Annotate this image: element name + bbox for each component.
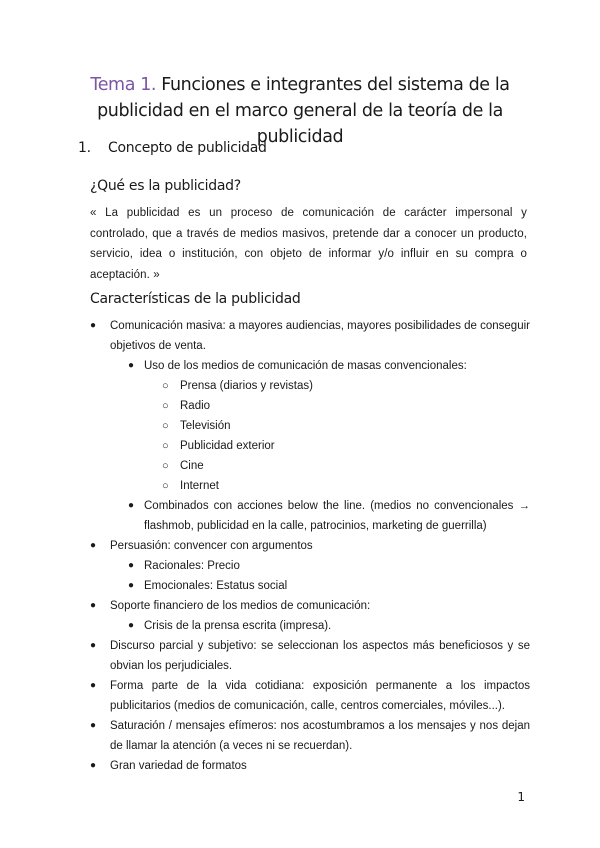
list-item [90,756,530,776]
item-text: Crisis de la prensa escrita (impresa). [144,620,332,632]
bullet-icon: ● [128,560,135,571]
item-term: Soporte financiero de los medios de comunicación [110,600,367,612]
item-term: Forma parte de la vida cotidiana [110,680,302,692]
circle-bullet-icon: ○ [162,400,169,412]
item-text: Internet [180,480,219,492]
circle-bullet-icon: ○ [162,480,169,492]
list-item [90,536,530,556]
section-title: Concepto de publicidad [108,140,267,156]
list-item [90,456,530,476]
item-text: Radio [180,400,211,412]
title-topic-number: Tema 1. [90,75,157,95]
list-item [90,556,530,576]
bullet-icon: ● [90,540,97,551]
subheading-caracteristicas: Características de la publicidad [90,291,301,307]
bullet-icon: ● [128,620,135,631]
list-item [90,676,530,716]
list-item [90,596,530,616]
list-item [90,716,530,756]
list-item [90,356,530,376]
bullet-icon: ● [90,720,97,731]
bullet-icon: ● [90,640,97,651]
item-term: Comunicación masiva [110,320,223,332]
list-item [90,496,530,536]
bullet-icon: ● [128,360,135,371]
item-text: Prensa (diarios y revistas) [180,380,313,392]
list-item [90,316,530,356]
title-line-2: publicidad en el marco general de la teoría de la publicidad [97,101,503,147]
item-text: : nos acostumbramos a los mensajes y nos dejan de llamar la atención (a veces ni se recuerdan). [110,720,530,752]
list-item [90,376,530,396]
definition-quote: « La publicidad es un proceso de comunicación de carácter impersonal y controlado, que a través de medios masivos, pretende dar a conocer un producto, servicio, idea o institución, con objeto de informar y/o influir en su compra o aceptación. » [90,207,527,281]
item-text: Combinados con acciones below the line. (medios no convencionales → flashmob, publicidad en la calle, patrocinios, marketing de guerrilla) [144,500,530,532]
bullet-icon: ● [128,500,135,511]
bullet-icon: ● [90,320,97,331]
title-line-1: Funciones e integrantes del sistema de la [161,75,510,95]
item-text: : exposición permanente a los impactos publicitarios (medios de comunicación, calle, centros comerciales, móviles...). [110,680,530,712]
item-term: Discurso parcial y subjetivo [110,640,254,652]
bullet-icon: ● [90,680,97,691]
item-text: Publicidad exterior [180,440,275,452]
bullet-icon: ● [128,580,135,591]
list-item [90,416,530,436]
characteristics-list [90,316,530,776]
document-title [60,72,540,150]
circle-bullet-icon: ○ [162,440,169,452]
bullet-icon: ● [90,760,97,771]
list-item [90,396,530,416]
item-text: : a mayores audiencias, mayores posibilidades de conseguir objetivos de venta. [110,320,530,352]
circle-bullet-icon: ○ [162,420,169,432]
circle-bullet-icon: ○ [162,380,169,392]
item-text: : convencer con argumentos [167,540,313,552]
section-heading [78,140,267,156]
bullet-icon: ● [90,600,97,611]
item-text: Racionales: Precio [144,560,240,572]
page-number: 1 [517,790,525,804]
item-text: Gran variedad de formatos [110,760,247,772]
item-text: Uso de los medios de comunicación de masas convencionales: [144,360,467,372]
circle-bullet-icon: ○ [162,460,169,472]
list-item [90,616,530,636]
item-text: : se seleccionan los aspectos más beneficiosos y se obvian los perjudiciales. [110,640,530,672]
list-item [90,436,530,456]
item-text: Cine [180,460,204,472]
subheading-que-es: ¿Qué es la publicidad? [90,178,241,194]
item-text: Emocionales: Estatus social [144,580,288,592]
item-term: Saturación / mensajes efímeros [110,720,274,732]
list-item [90,636,530,676]
item-text: : [366,600,371,612]
section-number: 1. [78,140,91,156]
list-item [90,476,530,496]
item-term: Persuasión [110,540,168,552]
list-item [90,576,530,596]
item-text: Televisión [180,420,231,432]
